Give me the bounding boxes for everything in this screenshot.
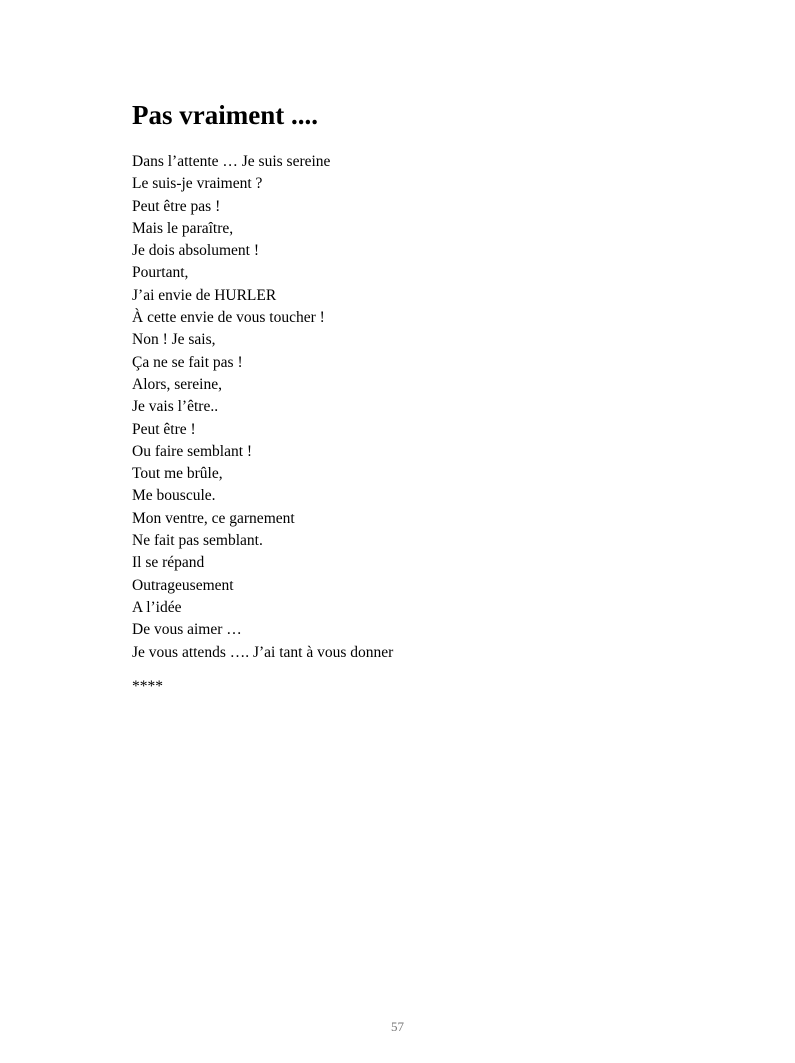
poem-line: Il se répand — [132, 554, 205, 572]
page-title: Pas vraiment .... — [132, 100, 318, 130]
poem — [132, 151, 393, 664]
poem-line: Tout me brûle, — [132, 465, 223, 483]
poem-line: Je dois absolument ! — [132, 242, 259, 260]
poem-line: De vous aimer … — [132, 621, 242, 639]
poem-line: Je vous attends …. J’ai tant à vous donner — [132, 643, 394, 661]
poem-line: Mon ventre, ce garnement — [132, 509, 295, 527]
poem-line: Ne fait pas semblant. — [132, 532, 263, 550]
poem-line: Me bouscule. — [132, 487, 216, 505]
poem-line: Peut être pas ! — [132, 197, 221, 215]
section-separator: **** — [132, 678, 163, 695]
poem-line: Pourtant, — [132, 264, 189, 282]
poem-line: Le suis-je vraiment ? — [132, 175, 263, 193]
poem-line: À cette envie de vous toucher ! — [132, 309, 325, 327]
poem-line: A l’idée — [132, 598, 182, 616]
poem-line: Ça ne se fait pas ! — [132, 353, 243, 371]
poem-line: J’ai envie de HURLER — [132, 286, 277, 304]
page-number: 57 — [391, 1019, 404, 1034]
poem-line: Je vais l’être.. — [132, 398, 219, 416]
poem-line: Dans l’attente … Je suis sereine — [132, 153, 331, 170]
poem-line: Outrageusement — [132, 576, 234, 594]
poem-line: Alors, sereine, — [132, 375, 222, 393]
poem-line: Peut être ! — [132, 420, 196, 438]
poem-line: Ou faire semblant ! — [132, 442, 253, 460]
poem-line: Non ! Je sais, — [132, 331, 216, 349]
poem-line: Mais le paraître, — [132, 219, 234, 237]
